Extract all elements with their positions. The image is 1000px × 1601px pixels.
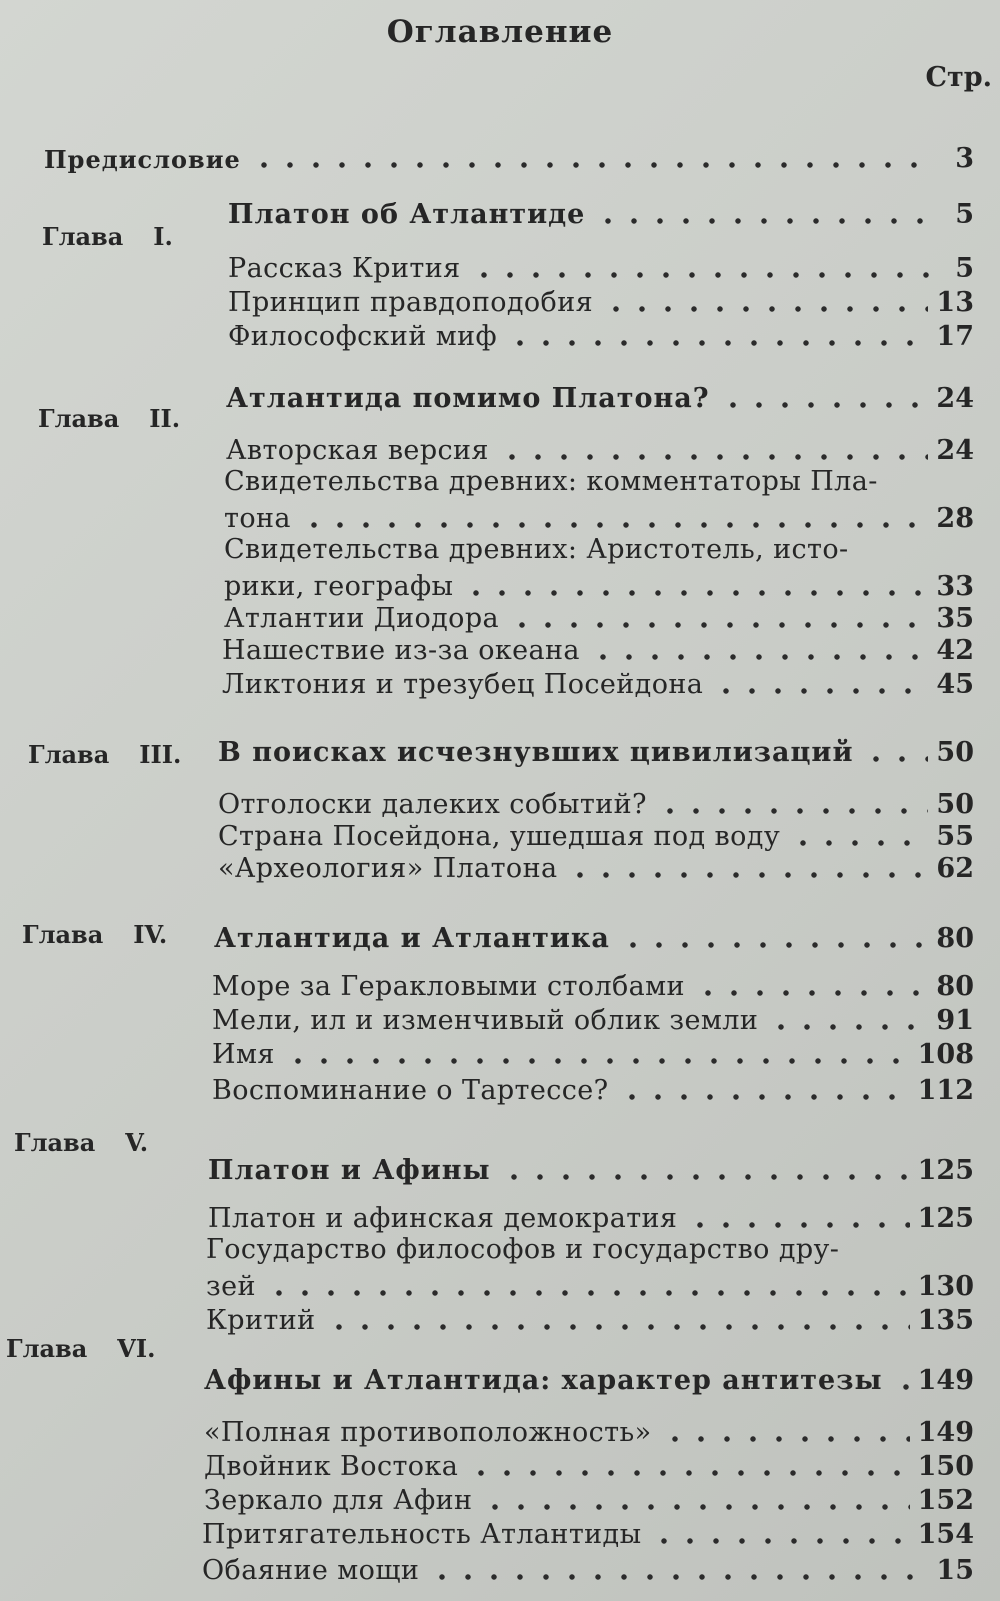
toc-entry[interactable]: Притягательность Атлантиды 154 (202, 1519, 974, 1550)
chapter-label: Глава III. (28, 740, 182, 769)
page-title: Оглавление (386, 14, 614, 50)
chapter-label: Глава I. (42, 222, 173, 251)
toc-entry-line: Свидетельства древних: Аристотель, исто- (224, 534, 849, 565)
toc-entry[interactable]: Философский миф 17 (228, 321, 974, 352)
toc-page: 3 (955, 143, 974, 174)
toc-entry-line: Государство философов и государство дру- (206, 1234, 840, 1265)
chapter-label: Глава VI. (6, 1334, 156, 1363)
toc-entry-preface[interactable] (44, 140, 974, 174)
toc-entry[interactable]: Критий 135 (206, 1305, 974, 1336)
toc-entry[interactable]: Страна Посейдона, ушедшая под воду 55 (218, 821, 974, 852)
toc-entry-chapter[interactable]: Афины и Атлантида: характер антитезы 149 (204, 1365, 974, 1396)
toc-entry[interactable]: Море за Геракловыми столбами 80 (212, 971, 974, 1002)
chapter-label: Глава II. (38, 404, 181, 433)
page-column-label: Стр. (925, 62, 992, 93)
toc-entry[interactable]: Нашествие из-за океана 42 (222, 635, 974, 666)
toc-entry[interactable]: «Археология» Платона 62 (218, 853, 974, 884)
toc-entry[interactable]: Авторская версия 24 (226, 435, 974, 466)
toc-entry[interactable]: зей 130 (206, 1271, 974, 1302)
toc-entry[interactable]: Ликтония и трезубец Посейдона 45 (222, 669, 974, 700)
toc-entry-chapter[interactable]: Атлантида и Атлантика 80 (214, 923, 974, 954)
toc-entry[interactable]: Зеркало для Афин 152 (204, 1485, 974, 1516)
toc-entry[interactable]: Двойник Востока 150 (204, 1451, 974, 1482)
toc-entry[interactable]: Принцип правдоподобия 13 (228, 287, 974, 318)
toc-entry[interactable]: рики, географы 33 (224, 571, 974, 602)
toc-entry-chapter[interactable]: Атлантида помимо Платона? 24 (226, 383, 974, 414)
toc-entry[interactable]: Имя 108 (212, 1039, 974, 1070)
toc-entry-chapter[interactable]: В поисках исчезнувших цивилизаций 50 (218, 737, 974, 768)
toc-entry[interactable]: Рассказ Крития 5 (228, 253, 974, 284)
toc-entry[interactable]: Атлантии Диодора 35 (224, 603, 974, 634)
chapter-label: Глава V. (14, 1128, 149, 1157)
toc-entry[interactable]: Платон и афинская демократия 125 (208, 1203, 974, 1234)
chapter-label: Глава IV. (22, 920, 168, 949)
toc-entry[interactable]: Воспоминание о Тартессе? 112 (212, 1075, 974, 1106)
toc-entry[interactable]: Обаяние мощи 15 (202, 1555, 974, 1586)
toc-entry-chapter[interactable]: Платон и Афины 125 (208, 1155, 974, 1186)
toc-entry[interactable]: Мели, ил и изменчивый облик земли 91 (212, 1005, 974, 1036)
toc-entry-chapter[interactable]: Платон об Атлантиде 5 (228, 199, 974, 230)
toc-entry[interactable]: Отголоски далеких событий? 50 (218, 789, 974, 820)
toc-entry-line: Свидетельства древних: комментаторы Пла- (224, 466, 878, 497)
toc-entry[interactable]: «Полная противоположность» 149 (204, 1417, 974, 1448)
toc-title: Предисловие (44, 145, 241, 174)
dot-leader (251, 162, 932, 168)
toc-entry[interactable]: тона 28 (224, 503, 974, 534)
